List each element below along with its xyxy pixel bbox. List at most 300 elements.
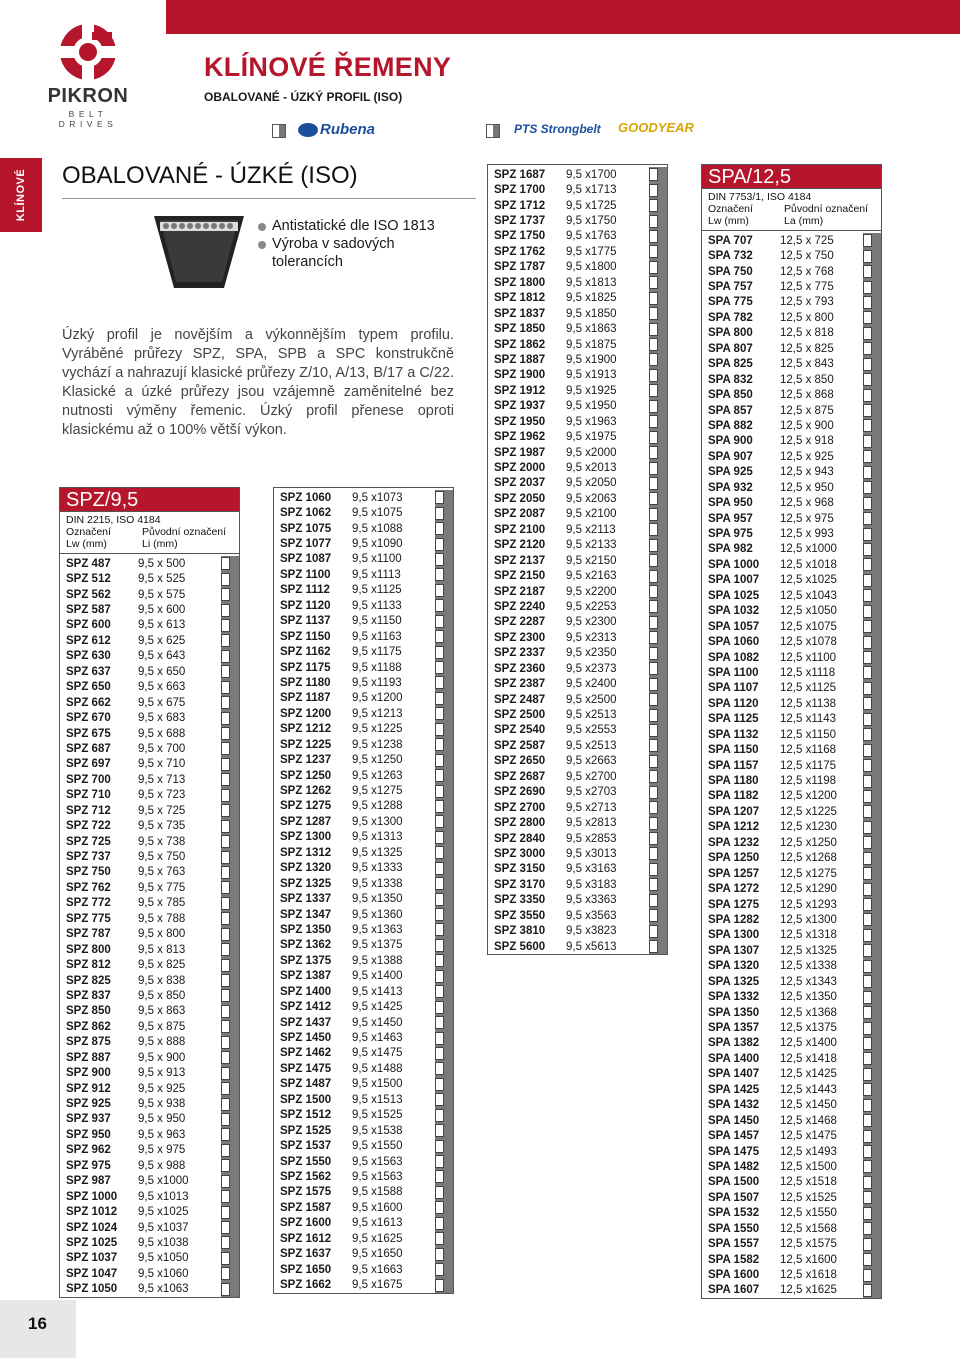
belt-original-size: 9,5 x1133 [352,599,402,612]
table-row [702,526,881,541]
stock-checkbox-icon [649,384,658,397]
belt-original-size: 12,5 x1618 [780,1269,837,1282]
belt-designation: SPZ 1950 [494,415,546,428]
belt-designation: SPA 1507 [708,1191,760,1204]
feature-item-cont: tolerancích [272,254,343,270]
belt-designation: SPZ 1387 [280,970,332,983]
stock-checkbox-icon [221,773,230,786]
logo-text [38,85,138,129]
table-row [60,772,239,787]
stock-checkbox-icon [435,507,444,520]
belt-original-size: 12,5 x1493 [780,1145,837,1158]
belt-original-size: 9,5 x1725 [566,199,617,212]
belt-original-size: 12,5 x1025 [780,574,837,587]
belt-designation: SPA 1325 [708,975,760,988]
table-row [60,1204,239,1219]
stock-checkbox-icon [863,481,872,494]
belt-designation: SPZ 787 [66,928,111,941]
table-row [274,722,453,737]
belt-original-size: 9,5 x1538 [352,1124,403,1137]
stock-checkbox-icon [435,785,444,798]
stock-checkbox-icon [221,604,230,617]
table-row [702,1082,881,1097]
stock-checkbox-icon [863,1022,872,1035]
belt-designation: SPZ 1412 [280,1001,332,1014]
table-row [488,476,667,491]
table-row [274,1077,453,1092]
belt-original-size: 9,5 x 600 [138,604,186,617]
belt-designation: SPA 1425 [708,1083,760,1096]
belt-designation: SPA 1475 [708,1145,760,1158]
belt-designation: SPZ 1712 [494,199,546,212]
table-row [274,1200,453,1215]
belt-designation: SPA 1182 [708,790,759,803]
table-row [60,911,239,926]
belt-original-size: 9,5 x1000 [138,1175,189,1188]
table-row [274,999,453,1014]
belt-designation: SPA 1300 [708,929,760,942]
belt-original-size: 9,5 x 888 [138,1036,186,1049]
stock-checkbox-icon [435,553,444,566]
belt-original-size: 9,5 x 525 [138,573,186,586]
table-row [60,834,239,849]
table-row [702,495,881,510]
belt-designation: SPZ 1300 [280,831,332,844]
stock-checkbox-icon [435,538,444,551]
belt-designation: SPA 1350 [708,1006,760,1019]
belt-original-size: 12,5 x1018 [780,558,837,571]
section-title: OBALOVANÉ - ÚZKÉ (ISO) [62,162,358,189]
table-row [60,556,239,571]
belt-designation: SPZ 3150 [494,863,546,876]
stock-checkbox-icon [863,265,872,278]
belt-designation: SPZ 1024 [66,1221,118,1234]
belt-designation: SPZ 1862 [494,338,546,351]
belt-designation: SPZ 675 [66,727,111,740]
feature-item: Výroba v sadových [258,235,435,253]
table-row [488,568,667,583]
table-row [702,1113,881,1128]
belt-designation: SPA 1557 [708,1238,760,1251]
belt-designation: SPA 757 [708,281,753,294]
stock-checkbox-icon [221,1036,230,1049]
belt-original-size: 12,5 x1625 [780,1284,837,1297]
unit-lw: Lw (mm) [66,538,107,550]
table-row [488,213,667,228]
table-row [488,260,667,275]
col-original: Původní označení [784,203,869,215]
table-title: SPA/12,5 [702,165,881,189]
belt-designation: SPA 950 [708,497,753,510]
belt-designation: SPA 975 [708,528,753,541]
belt-original-size: 12,5 x 868 [780,389,834,402]
stock-checkbox-icon [649,415,658,428]
brand-goodyear: GOODYEAR [618,120,694,135]
belt-designation: SPZ 1637 [280,1248,332,1261]
belt-original-size: 12,5 x1250 [780,836,837,849]
stock-checkbox-icon [649,832,658,845]
belt-designation: SPA 1007 [708,574,760,587]
stock-checkbox-icon [221,1267,230,1280]
belt-designation: SPA 932 [708,481,753,494]
belt-original-size: 9,5 x 625 [138,634,186,647]
belt-designation: SPZ 687 [66,742,111,755]
belt-designation: SPA 732 [708,250,753,263]
stock-checkbox-icon [863,713,872,726]
table-row [274,1061,453,1076]
belt-designation: SPZ 725 [66,835,111,848]
table-row [274,969,453,984]
belt-original-size: 12,5 x 800 [780,311,834,324]
belt-original-size: 9,5 x1388 [352,954,403,967]
table-row [488,676,667,691]
belt-designation: SPZ 1462 [280,1047,332,1060]
stock-checkbox-icon [221,897,230,910]
stock-checkbox-icon [435,923,444,936]
stock-checkbox-icon [221,1144,230,1157]
belt-designation: SPZ 1850 [494,323,546,336]
belt-designation: SPZ 2700 [494,801,546,814]
stock-checkbox-icon [863,1068,872,1081]
belt-original-size: 9,5 x 950 [138,1113,186,1126]
stock-checkbox-icon [649,184,658,197]
belt-designation: SPZ 1662 [280,1279,332,1292]
belt-original-size: 12,5 x1150 [780,728,837,741]
belt-original-size: 12,5 x1550 [780,1207,837,1220]
belt-original-size: 9,5 x 713 [138,773,186,786]
belt-designation: SPZ 812 [66,959,111,972]
belt-designation: SPA 775 [708,296,753,309]
belt-designation: SPZ 1550 [280,1155,332,1168]
table-row [702,1236,881,1251]
belt-designation: SPA 800 [708,327,753,340]
belt-designation: SPZ 925 [66,1098,111,1111]
stock-checkbox-icon [221,959,230,972]
belt-original-size: 9,5 x 643 [138,650,186,663]
table-row [60,1220,239,1235]
stock-checkbox-icon [221,989,230,1002]
belt-designation: SPZ 1237 [280,754,332,767]
stock-checkbox-icon [221,1051,230,1064]
belt-designation: SPZ 2540 [494,724,546,737]
table-row [702,542,881,557]
stock-checkbox-icon [863,1191,872,1204]
stock-checkbox-icon [649,925,658,938]
table-row [60,849,239,864]
table-row [702,820,881,835]
belt-designation: SPA 1157 [708,759,759,772]
belt-designation: SPZ 1787 [494,261,546,274]
stock-checkbox-icon [649,431,658,444]
table-row [60,865,239,880]
belt-designation: SPZ 2690 [494,786,546,799]
belt-original-size: 9,5 x1413 [352,985,403,998]
stock-checkbox-icon [863,759,872,772]
belt-designation: SPZ 1800 [494,276,546,289]
table-row [702,928,881,943]
stock-checkbox-icon [435,1016,444,1029]
table-row [702,1098,881,1113]
belt-original-size: 12,5 x1575 [780,1238,837,1251]
table-row [702,1005,881,1020]
belt-designation: SPZ 1325 [280,877,332,890]
table-row [488,831,667,846]
belt-original-size: 9,5 x1363 [352,923,403,936]
side-tab-label: KLÍNOVÉ [15,168,27,222]
belt-original-size: 12,5 x1375 [780,1022,837,1035]
stock-checkbox-icon [435,1201,444,1214]
belt-original-size: 12,5 x1518 [780,1176,837,1189]
table-row [702,557,881,572]
unit-la: La (mm) [784,215,824,227]
table-row [702,279,881,294]
table-row [488,630,667,645]
belt-designation: SPZ 1687 [494,168,546,181]
belt-designation: SPZ 1750 [494,230,546,243]
table-row [488,321,667,336]
belt-designation: SPA 1000 [708,558,760,571]
stock-checkbox-icon [649,817,658,830]
stock-checkbox-icon [863,913,872,926]
belt-original-size: 12,5 x1175 [780,759,837,772]
table-row [488,445,667,460]
stock-checkbox-icon [221,789,230,802]
belt-original-size: 9,5 x1425 [352,1001,403,1014]
belt-original-size: 12,5 x 968 [780,497,834,510]
belt-designation: SPA 1532 [708,1207,760,1220]
table-row [488,661,667,676]
belt-original-size: 9,5 x 975 [138,1144,186,1157]
stock-checkbox-icon [649,878,658,891]
stock-checkbox-icon [221,1113,230,1126]
table-row [702,1283,881,1298]
belt-original-size: 9,5 x 500 [138,557,186,570]
table-row [60,1050,239,1065]
belt-designation: SPZ 2150 [494,570,546,583]
table-row [702,727,881,742]
table-row [488,275,667,290]
belt-designation: SPZ 2387 [494,678,546,691]
stock-checkbox-icon [435,1248,444,1261]
stock-checkbox-icon [649,230,658,243]
belt-original-size: 9,5 x5613 [566,940,617,953]
col-designation: Označení [66,526,111,538]
belt-original-size: 12,5 x1443 [780,1083,837,1096]
stock-checkbox-icon [863,883,872,896]
spz-table-3 [487,164,668,955]
stock-checkbox-icon [863,450,872,463]
belt-original-size: 12,5 x1525 [780,1191,837,1204]
belt-original-size: 9,5 x1088 [352,522,403,535]
belt-designation: SPZ 1600 [280,1217,332,1230]
belt-designation: SPZ 1400 [280,985,332,998]
table-row [702,1067,881,1082]
belt-designation: SPZ 1112 [280,584,330,597]
belt-original-size: 9,5 x1090 [352,538,403,551]
table-row [274,814,453,829]
belt-original-size: 9,5 x 723 [138,789,186,802]
stock-checkbox-icon [435,661,444,674]
belt-designation: SPA 1320 [708,960,760,973]
belt-original-size: 12,5 x 725 [780,234,834,247]
belt-designation: SPZ 1100 [280,568,331,581]
belt-designation: SPZ 987 [66,1175,111,1188]
belt-designation: SPZ 1837 [494,307,546,320]
col-designation: Označení [708,203,753,215]
table-row [274,567,453,582]
stock-checkbox-icon [221,634,230,647]
stock-checkbox-icon [863,281,872,294]
belt-designation: SPA 1107 [708,682,759,695]
table-row [60,1035,239,1050]
belt-original-size: 9,5 x1488 [352,1062,403,1075]
belt-original-size: 9,5 x 988 [138,1159,186,1172]
belt-original-size: 9,5 x 750 [138,851,186,864]
belt-original-size: 9,5 x2200 [566,585,617,598]
belt-designation: SPZ 1612 [280,1232,332,1245]
belt-original-size: 12,5 x1290 [780,883,837,896]
belt-designation: SPZ 1900 [494,369,546,382]
belt-original-size: 9,5 x2703 [566,786,617,799]
stock-checkbox-icon [649,724,658,737]
stock-checkbox-icon [435,954,444,967]
stock-checkbox-icon [863,1099,872,1112]
belt-designation: SPZ 1087 [280,553,332,566]
stock-checkbox-icon [863,728,872,741]
page-number: 16 [28,1314,47,1333]
belt-original-size: 9,5 x3823 [566,925,617,938]
belt-designation: SPZ 1987 [494,446,546,459]
belt-designation: SPA 857 [708,404,753,417]
table-row [274,876,453,891]
table-row [274,984,453,999]
belt-designation: SPZ 2587 [494,739,546,752]
table-row [488,538,667,553]
belt-designation: SPA 1132 [708,728,759,741]
belt-designation: SPZ 1350 [280,923,332,936]
table-row [702,758,881,773]
belt-original-size: 12,5 x1043 [780,589,837,602]
table-row [488,182,667,197]
belt-designation: SPZ 1475 [280,1062,332,1075]
stock-checkbox-icon [435,522,444,535]
belt-designation: SPA 1582 [708,1253,760,1266]
stock-checkbox-icon [435,1263,444,1276]
header-divider [60,553,239,554]
stock-checkbox-icon [435,908,444,921]
stock-checkbox-icon [649,400,658,413]
belt-original-size: 9,5 x1263 [352,769,403,782]
stock-checkbox-icon [863,1145,872,1158]
belt-original-size: 9,5 x1563 [352,1155,403,1168]
belt-original-size: 12,5 x1078 [780,636,837,649]
table-row [488,738,667,753]
table-row [274,1030,453,1045]
table-row [274,629,453,644]
belt-original-size: 12,5 x1600 [780,1253,837,1266]
table-row [60,1174,239,1189]
belt-original-size: 9,5 x1073 [352,491,403,504]
belt-original-size: 9,5 x2713 [566,801,617,814]
feature-list [258,217,435,271]
stock-checkbox-icon [435,1232,444,1245]
brand-checkbox-icon [272,124,286,138]
belt-designation: SPZ 2650 [494,755,546,768]
stock-checkbox-icon [435,1217,444,1230]
table-row [274,1169,453,1184]
stock-checkbox-icon [863,620,872,633]
table-row [274,768,453,783]
stock-checkbox-icon [863,543,872,556]
belt-original-size: 9,5 x 850 [138,989,186,1002]
stock-checkbox-icon [435,615,444,628]
belt-original-size: 9,5 x1400 [352,970,403,983]
belt-original-size: 9,5 x1193 [352,676,402,689]
stock-checkbox-icon [863,1176,872,1189]
stock-checkbox-icon [221,1252,230,1265]
table-row [60,788,239,803]
stock-checkbox-icon [221,727,230,740]
belt-original-size: 12,5 x 768 [780,265,834,278]
stock-checkbox-icon [435,970,444,983]
belt-designation: SPA 1382 [708,1037,760,1050]
belt-designation: SPZ 887 [66,1051,111,1064]
belt-original-size: 9,5 x1550 [352,1140,403,1153]
belt-designation: SPA 1457 [708,1130,760,1143]
spz-table-2 [273,487,454,1294]
stock-checkbox-icon [221,804,230,817]
table-row [274,1216,453,1231]
belt-original-size: 9,5 x1613 [352,1217,403,1230]
belt-designation: SPZ 1562 [280,1170,332,1183]
stock-checkbox-icon [435,893,444,906]
stock-checkbox-icon [863,805,872,818]
belt-designation: SPZ 1737 [494,215,546,228]
table-row [274,737,453,752]
table-row [702,989,881,1004]
stock-checkbox-icon [435,1279,444,1292]
table-row [60,803,239,818]
belt-original-size: 9,5 x 575 [138,588,186,601]
belt-original-size: 9,5 x2553 [566,724,617,737]
stock-checkbox-icon [863,1006,872,1019]
table-row [702,480,881,495]
belt-designation: SPA 1232 [708,836,760,849]
stock-checkbox-icon [863,1222,872,1235]
stock-checkbox-icon [863,250,872,263]
belt-original-size: 9,5 x1800 [566,261,617,274]
belt-designation: SPZ 1812 [494,292,546,305]
stock-checkbox-icon [221,1005,230,1018]
stock-checkbox-icon [649,554,658,567]
table-row [60,880,239,895]
belt-original-size: 9,5 x2853 [566,832,617,845]
table-row [702,742,881,757]
belt-original-size: 9,5 x2700 [566,770,617,783]
col-original: Původní označení [142,526,227,538]
belt-original-size: 9,5 x3183 [566,878,617,891]
table-row [60,757,239,772]
stock-checkbox-icon [649,570,658,583]
table-units [702,215,881,227]
belt-original-size: 9,5 x1037 [138,1221,189,1234]
belt-designation: SPZ 1587 [280,1201,332,1214]
table-row [702,434,881,449]
table-row [702,959,881,974]
unit-li: Li (mm) [142,538,178,550]
stock-checkbox-icon [863,1037,872,1050]
belt-original-size: 9,5 x 913 [138,1067,186,1080]
